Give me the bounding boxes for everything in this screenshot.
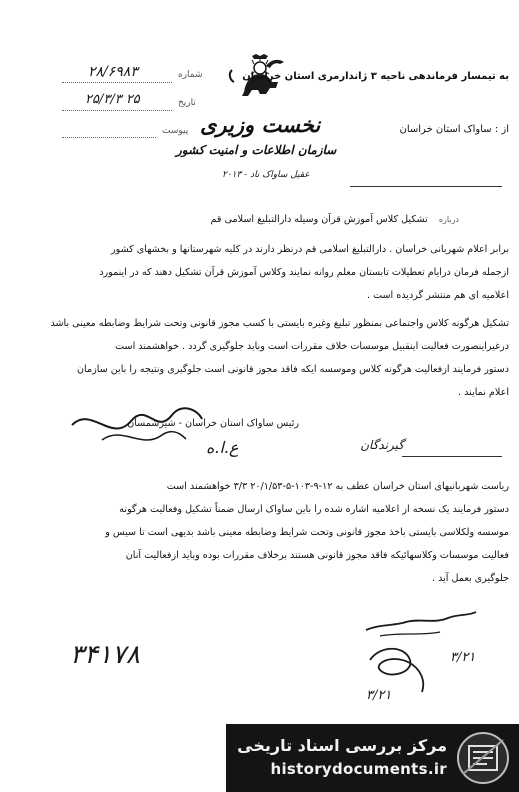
attachment-label: پیوست bbox=[162, 126, 189, 136]
date-bottom: ۳/۲۱ bbox=[366, 688, 392, 703]
body2-line: ریاست شهربانیهای استان خراسان عطف به ۱۲-۹-۱۰۳-۵-۲۰/۱/۵۳ ۳/۳ خواهشمند است bbox=[166, 481, 509, 492]
body2-line: جلوگیری بعمل آید . bbox=[431, 573, 509, 584]
body-line: برابر اعلام شهربانی خراسان . دارالتبلیغ اسلامی قم درنظر دارند در کلیه شهرستانها و بخشهای کشور bbox=[111, 244, 509, 255]
body-line: درغیراینصورت فعالیت اینقبیل موسسات خلاف مقررات است وباید جلوگیری گردد . خواهشمند است bbox=[115, 341, 509, 352]
footer-url: historydocuments.ir bbox=[270, 760, 447, 778]
initial-scribble-icon bbox=[360, 606, 480, 642]
body2-line: موسسه ولکلاسی بایستی باخذ مجوز قانونی وتحت شرایط وضابطه معینی باشد بدیهی است تا سیس و bbox=[105, 527, 509, 538]
archive-number: ۳۴۱۷۸ bbox=[70, 640, 140, 670]
body2-line: دستور فرمایند یک نسخه از اعلامیه اشاره شده را باین ساواک ارسال ضمناً تشکیل وفعالیت هرگونه bbox=[119, 504, 509, 515]
subject-row bbox=[211, 214, 460, 226]
recipient-line: به تیمسار فرماندهی ناحیه ۳ ژاندارمری استان خراسان bbox=[242, 71, 509, 82]
signature-title: رئیس ساواک استان خراسان - شیرشمسان bbox=[127, 418, 299, 429]
number-line bbox=[62, 82, 172, 83]
body-line: اعلام نمایند . bbox=[458, 387, 509, 398]
signature-scribble-icon bbox=[62, 395, 212, 465]
subject-text: تشکیل کلاس آموزش قرآن وسیله دارالتبلیغ اسلامی قم bbox=[210, 214, 428, 225]
date-value: ۲۵/۳/۳ ۲۵ bbox=[85, 92, 140, 107]
body-line: ازجمله فرمان درایام تعطیلات تابستان معلم روانه نمایند وکلاس آموزش قرآن تشکیل دهند که در اینمورد bbox=[99, 267, 509, 278]
recipients-heading: گیرندگان bbox=[360, 438, 404, 452]
recipients-rule bbox=[402, 456, 502, 457]
date-label: تاریخ bbox=[178, 98, 196, 108]
attachment-line bbox=[62, 137, 156, 138]
footer-brand: مرکز بررسی اسناد تاریخی bbox=[237, 736, 447, 755]
body-line: تشکیل هرگونه کلاس واجتماعی بمنظور تبلیغ وغیره بایستی با کسب مجوز قانونی وتحت شرایط وضابطه معینی باشد bbox=[50, 318, 509, 329]
number-label: شماره bbox=[178, 70, 203, 80]
body2-line: فعالیت موسسات وکلاسهائیکه فاقد مجوز قانونی هستند برخلاف مقررات بوده وباید ازفعالیت آنان bbox=[125, 550, 509, 561]
date-line bbox=[62, 110, 172, 111]
sender-line: از : ساواک استان خراسان bbox=[399, 124, 509, 135]
stamp-title: نخست وزیری bbox=[200, 112, 321, 137]
body-line: دستور فرمایند ازفعالیت هرگونه کلاس وموسسه ایکه فاقد مجوز قانونی است جلوگیری ونتیجه را باین سازمان bbox=[77, 364, 509, 375]
signature-handwritten: ع.ا.ه bbox=[206, 438, 239, 457]
body-line: اعلامیه ای هم منتشر گردیده است . bbox=[366, 290, 509, 301]
stamp-note: عقیل ساواک ناد - ۲۰۱۳ bbox=[222, 170, 310, 180]
subject-label: درباره bbox=[438, 215, 459, 224]
history-center-logo-icon bbox=[455, 730, 511, 786]
stamp-org: سازمان اطلاعات و امنیت کشور bbox=[176, 143, 337, 157]
date-right: ۳/۲۱ bbox=[450, 650, 476, 665]
footer-watermark bbox=[226, 724, 519, 792]
header-rule bbox=[350, 186, 502, 187]
number-value: ۲۸/۶۹۸۳ bbox=[88, 64, 138, 80]
